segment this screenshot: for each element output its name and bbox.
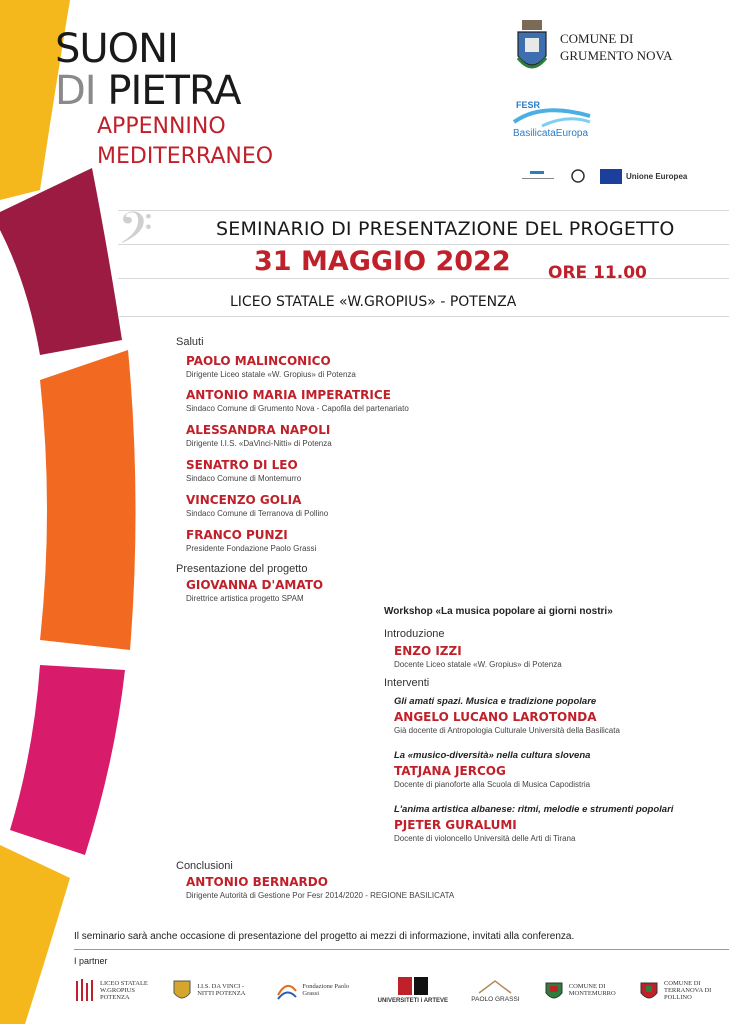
universiteti-logo-icon: [396, 975, 430, 997]
speaker-entry: FRANCO PUNZI Presidente Fondazione Paolo Grassi: [186, 528, 317, 553]
partner-logo: COMUNE DI TERRANOVA DI POLLINO: [638, 977, 714, 1003]
title-pietra: PIETRA: [95, 68, 241, 114]
speaker-entry: VINCENZO GOLIA Sindaco Comune di Terranova di Pollino: [186, 493, 329, 518]
event-title: [55, 28, 273, 172]
arc-yellow-bottom: [0, 845, 70, 1024]
divider: [74, 949, 729, 950]
eu-label: Unione Europea: [626, 171, 688, 181]
talk-entry: La «musico-diversità» nella cultura slovena TATJANA JERCOG Docente di pianoforte alla Scuola di Musica Capodistria: [394, 750, 591, 789]
speaker-entry: ALESSANDRA NAPOLI Dirigente I.I.S. «DaVinci-Nitti» di Potenza: [186, 423, 332, 448]
speaker-entry: PAOLO MALINCONICO Dirigente Liceo statale «W. Gropius» di Potenza: [186, 354, 356, 379]
event-venue: LICEO STATALE «W.GROPIUS» - POTENZA: [230, 294, 517, 310]
fondazione-logo-icon: [276, 977, 298, 1003]
subtitle-line1: APPENNINO: [97, 114, 226, 139]
arc-maroon: [0, 168, 122, 355]
terranova-crest-icon: [638, 977, 660, 1003]
regione-logo-icon: [520, 169, 556, 183]
introduzione-label: Introduzione: [384, 628, 445, 640]
staff-line: [118, 210, 729, 211]
arc-orange: [40, 350, 136, 650]
staff-line: [118, 244, 729, 245]
staff-line: [118, 316, 729, 317]
workshop-title: Workshop «La musica popolare ai giorni nostri»: [384, 606, 613, 617]
eu-logos-row: [520, 168, 687, 184]
partner-logo: COMUNE DI MONTEMURRO: [543, 977, 615, 1003]
liceo-logo-icon: [74, 977, 96, 1003]
speaker-entry: ENZO IZZI Docente Liceo statale «W. Gropius» di Potenza: [394, 644, 562, 669]
title-di: DI: [55, 68, 96, 114]
comune-grumento-logo: [514, 18, 673, 76]
fesr-label: BasilicataEuropa: [513, 128, 589, 139]
partner-logo: LICEO STATALE W.GROPIUS POTENZA: [74, 977, 148, 1003]
paolo-grassi-logo-icon: [475, 977, 515, 995]
partner-logo: PAOLO GRASSI: [471, 977, 519, 1003]
event-date: 31 MAGGIO 2022: [254, 246, 511, 277]
event-time: ORE 11.00: [548, 263, 647, 283]
speaker-entry: GIOVANNA D'AMATO Direttrice artistica progetto SPAM: [186, 578, 324, 603]
partner-logo: UNIVERSITETI i ARTEVE: [378, 975, 448, 1005]
italy-emblem-icon: [570, 168, 586, 184]
eu-flag-icon: [600, 169, 622, 184]
talk-entry: L'anima artistica albanese: ritmi, melodie e strumenti popolari PJETER GURALUMI Docente di violoncello Università delle Arti di Tirana: [394, 804, 674, 843]
event-heading: SEMINARIO DI PRESENTAZIONE DEL PROGETTO: [216, 218, 675, 240]
title-line2: [55, 70, 273, 112]
partner-label: I partner: [74, 956, 108, 966]
title-line1: SUONI: [55, 26, 178, 72]
bass-clef-icon: 𝄢: [118, 202, 153, 265]
eu-logo: [600, 169, 687, 184]
speaker-entry: ANTONIO BERNARDO Dirigente Autorità di Gestione Por Fesr 2014/2020 - REGIONE BASILICATA: [186, 875, 455, 900]
svg-text:FESR: FESR: [516, 100, 541, 110]
conclusioni-label: Conclusioni: [176, 860, 233, 872]
talk-entry: Gli amati spazi. Musica e tradizione popolare ANGELO LUCANO LAROTONDA Già docente di Antropologia Culturale Università della Basilicata: [394, 696, 620, 735]
speaker-entry: ANTONIO MARIA IMPERATRICE Sindaco Comune di Grumento Nova - Capofila del partenariato: [186, 388, 409, 413]
montemurro-crest-icon: [543, 977, 565, 1003]
footer-note: Il seminario sarà anche occasione di presentazione del progetto ai mezzi di informazione, invitati alla conferenza.: [74, 931, 575, 942]
crest-icon: [514, 18, 550, 76]
comune-name: COMUNE DI GRUMENTO NOVA: [560, 31, 673, 63]
speaker-entry: SENATRO DI LEO Sindaco Comune di Montemurro: [186, 458, 302, 483]
partner-logo: I.I.S. DA VINCI - NITTI POTENZA: [171, 977, 253, 1003]
saluti-label: Saluti: [176, 336, 204, 348]
partner-logos: [74, 970, 714, 1010]
presentazione-label: Presentazione del progetto: [176, 563, 308, 575]
iis-logo-icon: [171, 977, 193, 1003]
interventi-label: Interventi: [384, 677, 430, 689]
subtitle-line2: MEDITERRANEO: [97, 144, 274, 169]
arc-magenta: [10, 665, 125, 855]
partner-logo: Fondazione Paolo Grassi: [276, 977, 354, 1003]
